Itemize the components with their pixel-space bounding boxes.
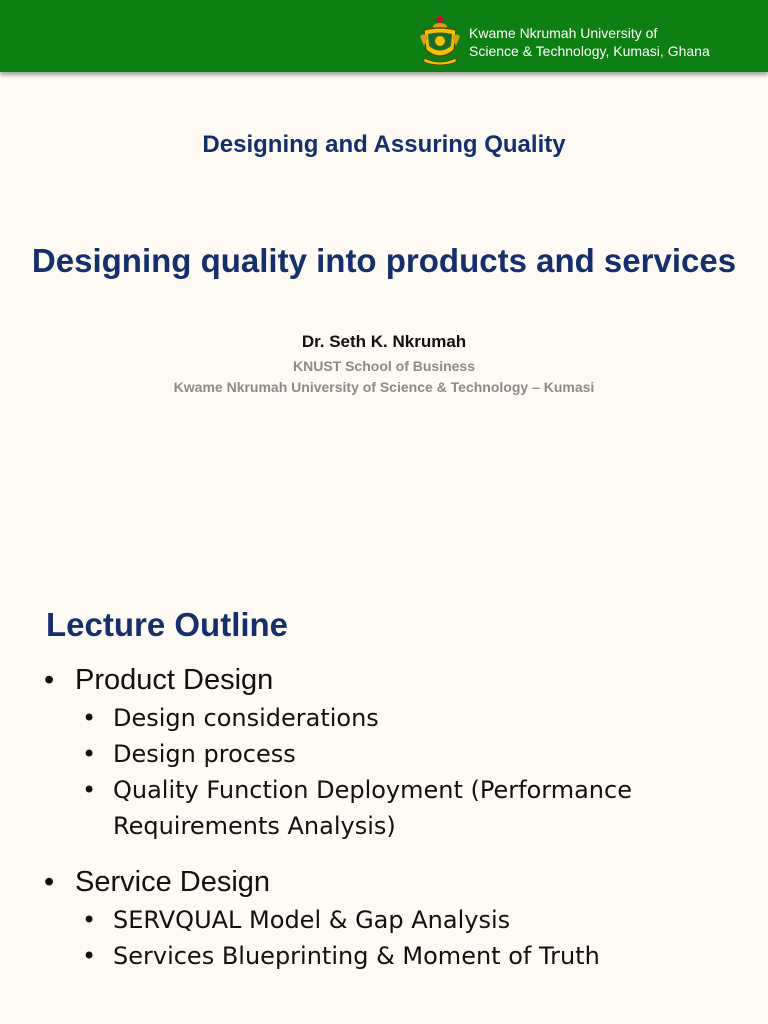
item-label: SERVQUAL Model & Gap Analysis (113, 906, 511, 934)
bullet-icon: • (82, 942, 97, 970)
bullet-icon: • (82, 776, 97, 804)
affiliation-school: KNUST School of Business (292, 358, 476, 374)
university-name (469, 24, 710, 60)
outline-section (0, 862, 768, 902)
item-label: Design considerations (113, 704, 379, 732)
bullet-icon: • (44, 866, 55, 898)
item-label: Services Blueprinting & Moment of Truth (113, 942, 600, 970)
author-name: Dr. Seth K. Nkrumah (301, 332, 467, 351)
outline-item (0, 736, 768, 772)
affiliation-university: Kwame Nkrumah University of Science & Technology – Kumasi (173, 379, 595, 395)
section-label: Service Design (75, 866, 271, 898)
bullet-icon: • (44, 664, 55, 696)
university-name-line1: Kwame Nkrumah University of (469, 25, 658, 41)
bullet-icon: • (82, 704, 97, 732)
course-subtitle: Designing and Assuring Quality (202, 131, 566, 158)
outline-item (0, 902, 768, 938)
outline-title: Lecture Outline (46, 606, 289, 643)
outline-section (0, 660, 768, 700)
item-label: Quality Function Deployment (Performance Requirements Analysis) (113, 776, 632, 840)
header-bar (0, 0, 768, 72)
university-crest-icon (418, 12, 462, 68)
outline-item (0, 772, 768, 844)
bullet-icon: • (82, 906, 97, 934)
outline-item (0, 938, 768, 974)
item-label: Design process (113, 740, 296, 768)
university-name-line2: Science & Technology, Kumasi, Ghana (469, 43, 710, 59)
outline-item (0, 700, 768, 736)
section-label: Product Design (75, 664, 274, 696)
lecture-title: Designing quality into products and services (31, 242, 737, 279)
outline-list (0, 660, 768, 974)
bullet-icon: • (82, 740, 97, 768)
